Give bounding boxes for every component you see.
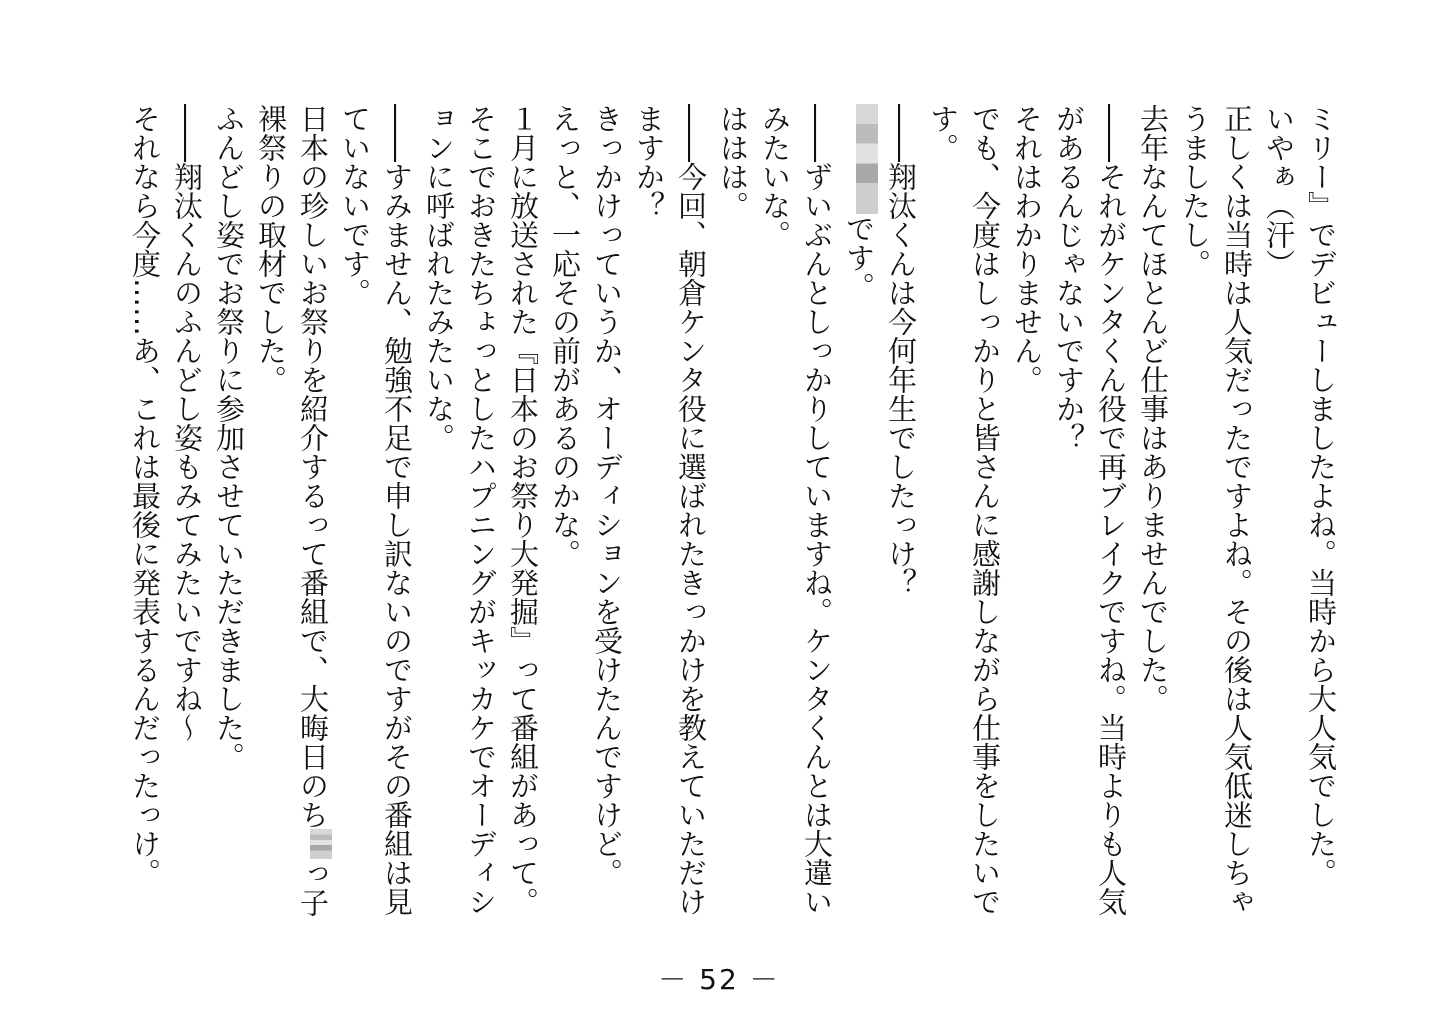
text-line: １月に放送された『日本のお祭り大発掘』って番組があって。 [506,104,540,916]
text-line: 去年なんてほとんど仕事はありませんでした。 [1136,104,1170,713]
text-fragment: 日本の珍しいお祭りを紹介するって番組で、大晦日のち [296,104,330,829]
text-line: でも、今度はしっかりと皆さんに感謝しながら仕事をしたいで [968,104,1002,916]
text-line-with-mosaic [838,104,880,964]
text-line: があるんじゃないですか？ [1052,104,1086,452]
text-line: ――翔汰くんは今何年生でしたっけ？ [884,104,918,597]
text-line: それはわかりません。 [1010,104,1044,394]
text-line: ははは。 [716,104,750,220]
text-line: ョンに呼ばれたみたいな。 [422,104,456,452]
text-line: ――それがケンタくん役で再ブレイクですね。当時よりも人気 [1094,104,1128,916]
mosaic-censor [310,829,332,859]
text-line: ますか？ [632,104,666,220]
page-number: － 52 － [658,963,780,996]
text-line: ――ずいぶんとしっかりしていますね。ケンタくんとは大違い [800,104,834,916]
vertical-text-body [112,104,1342,964]
text-line: ――すみません、勉強不足で申し訳ないのですがその番組は見 [380,104,414,916]
text-line: す。 [926,104,960,162]
text-line: えっと、一応その前があるのかな。 [548,104,582,568]
text-line: いやぁ（汗） [1262,104,1296,278]
text-line: そこでおきたちょっとしたハプニングがキッカケでオーディシ [464,104,498,916]
text-line: 裸祭りの取材でした。 [254,104,288,394]
text-line: ――翔汰くんのふんどし姿もみてみたいですね～ [170,104,204,742]
text-line: ていないです。 [338,104,372,307]
text-line: うましたし。 [1178,104,1212,278]
text-fragment: っ子 [296,859,330,917]
text-line: 正しくは当時は人気だったですよね。その後は人気低迷しちゃ [1220,104,1254,916]
mosaic-censor [856,104,878,214]
text-line: みたいな。 [758,104,792,249]
text-line: ――今回、朝倉ケンタ役に選ばれたきっかけを教えていただけ [674,104,708,916]
text-line: きっかけっていうか、オーディションを受けたんですけど。 [590,104,624,887]
text-line: ミリー』でデビューしましたよね。当時から大人気でした。 [1304,104,1338,887]
text-line: それなら今度……あ、これは最後に発表するんだったっけ。 [128,104,162,887]
text-line: ふんどし姿でお祭りに参加させていただきました。 [212,104,246,771]
text-line-with-mosaic [292,104,334,964]
text-fragment: です。 [842,214,876,301]
